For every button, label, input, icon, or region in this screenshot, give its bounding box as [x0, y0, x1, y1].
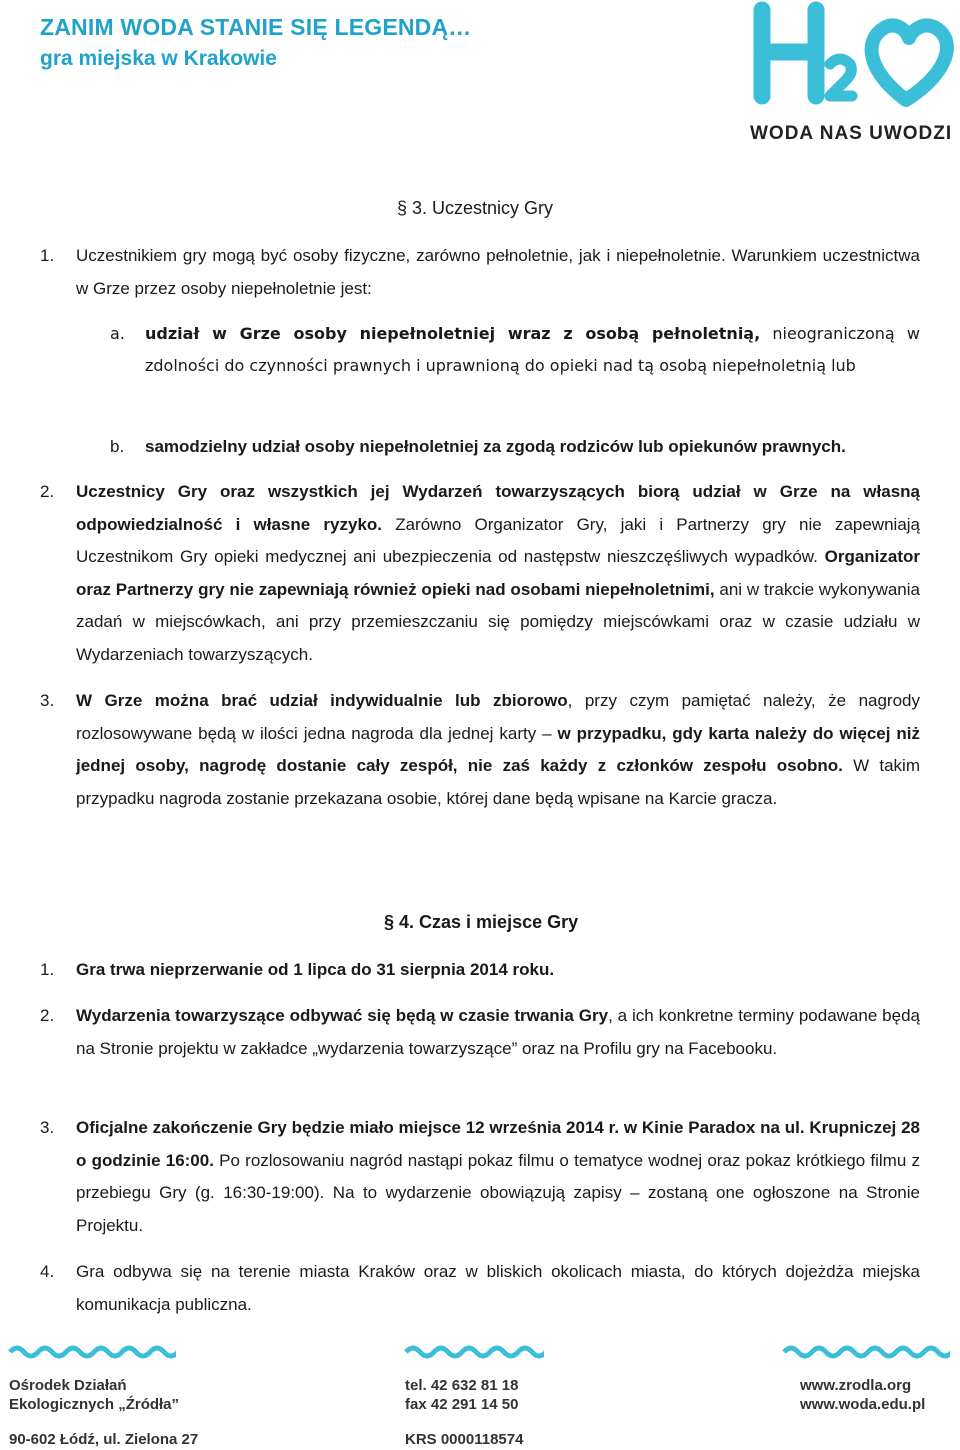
s4-item-3-number: 3. [40, 1118, 55, 1137]
footer-org [9, 1376, 179, 1414]
s3-item-3-text-2: W takim przypadku nagroda zostanie przekazana osobie, której dane będą wpisane na Karcie gracza. [76, 756, 920, 808]
s4-item-1 [40, 954, 920, 987]
s3-item-3-number: 3. [40, 691, 55, 710]
footer-krs: KRS 0000118574 [405, 1431, 524, 1448]
sub-a-number: a. [110, 324, 125, 343]
s3-item-1 [40, 240, 920, 305]
s3-item-2-bold-1: Uczestnicy Gry oraz wszystkich jej Wydarzeń towarzyszących biorą udział w Grze na własną odpowiedzialność i własne ryzyko. [76, 482, 920, 534]
s3-item-1-sub-a [110, 318, 920, 382]
heart-icon [872, 25, 947, 100]
s4-item-2-number: 2. [40, 1006, 55, 1025]
s3-item-3-bold-1: W Grze można brać udział indywidualnie lub zbiorowo [76, 691, 568, 710]
s4-item-3-bold: Oficjalne zakończenie Gry będzie miało miejsce 12 września 2014 r. w Kinie Paradox na ul. Krupniczej 28 o godzinie 16:00. [76, 1118, 920, 1170]
footer-tel: tel. 42 632 81 18 [405, 1377, 519, 1394]
s3-item-2-text-1: Zarówno Organizator Gry, jaki i Partnerzy gry nie zapewniają Uczestnikom Gry opieki medycznej ani ubezpieczenia od następstw nieszczęśliwych wypadków. [76, 514, 920, 566]
s3-item-2-bold-2: Organizator oraz Partnerzy gry nie zapewniają również opieki nad osobami niepełnoletnimi, [76, 547, 921, 599]
s4-item-4-number: 4. [40, 1262, 55, 1281]
s4-item-4 [40, 1256, 920, 1321]
footer-contact [405, 1376, 518, 1414]
s4-item-3 [40, 1112, 920, 1242]
sub-b-bold-text: samodzielny udział osoby niepełnoletniej za zgodą rodziców lub opiekunów prawnych. [145, 437, 846, 456]
s3-item-3-bold-2: w przypadku, gdy karta należy do więcej niż jednej osoby, nagrodę dostanie cały zespół, nie zaś każdy z członków zespołu osobno. [76, 723, 920, 775]
sub-a-text: nieograniczoną w zdolności do czynności prawnych i uprawnioną do opieki nad tą osobą niepełnoletnią lub [145, 324, 920, 375]
footer-org-line-2: Ekologicznych „Źródła” [9, 1396, 180, 1413]
section-4-heading: § 4. Czas i miejsce Gry [384, 912, 579, 932]
s3-item-3-text-1: , przy czym pamiętać należy, że nagrody rozlosowywane będą w ilości jedna nagroda dla jednej karty – [76, 691, 921, 743]
s3-item-2 [40, 476, 920, 671]
s3-item-3 [40, 685, 920, 815]
logo-h-letter [762, 10, 816, 96]
footer-org-line-1: Ośrodek Działań [9, 1377, 127, 1394]
s4-item-2-text: , a ich konkretne terminy podawane będą na Stronie projektu w zakładce „wydarzenia towarzyszące” oraz na Profilu gry na Facebooku. [76, 1006, 921, 1058]
sub-b-number: b. [110, 437, 125, 456]
s4-item-4-text: Gra odbywa się na terenie miasta Kraków oraz w bliskich okolicach miasta, do których dojeżdża miejska komunikacja publiczna. [76, 1262, 920, 1314]
footer-website-2[interactable]: www.woda.edu.pl [800, 1396, 926, 1413]
sub-a-bold-text: udział w Grze osoby niepełnoletniej wraz z osobą pełnoletnią, [145, 324, 761, 343]
s4-item-1-number: 1. [40, 960, 55, 979]
s4-item-1-bold: Gra trwa nieprzerwanie od 1 lipca do 31 sierpnia 2014 roku. [76, 960, 555, 979]
footer-websites [800, 1376, 925, 1414]
footer-address: 90-602 Łódź, ul. Zielona 27 [9, 1431, 199, 1448]
document-subtitle: gra miejska w Krakowie [40, 47, 277, 70]
s3-item-1-sub-b [110, 431, 920, 463]
s4-item-2-bold: Wydarzenia towarzyszące odbywać się będą w czasie trwania Gry [76, 1006, 609, 1025]
footer-wave-right [782, 1344, 950, 1360]
s3-item-2-number: 2. [40, 482, 55, 501]
section-3-heading: § 3. Uczestnicy Gry [397, 198, 554, 218]
logo-subscript-2 [830, 59, 852, 96]
footer-fax: fax 42 291 14 50 [405, 1396, 519, 1413]
s3-item-1-number: 1. [40, 246, 55, 265]
s3-item-2-text-2: ani w trakcie wykonywania zadań w miejscówkach, ani przy przemieszczaniu się pomiędzy miejscówkami oraz w czasie udziału w Wydarzeniach towarzyszących. [76, 579, 920, 664]
footer-website-1[interactable]: www.zrodla.org [800, 1377, 912, 1394]
footer-wave-center [404, 1344, 544, 1360]
document-title: ZANIM WODA STANIE SIĘ LEGENDĄ… [40, 14, 472, 40]
logo-tagline: WODA NAS UWODZI [750, 123, 953, 144]
s4-item-2 [40, 1000, 920, 1065]
s3-item-1-text: Uczestnikiem gry mogą być osoby fizyczne, zarówno pełnoletnie, jak i niepełnoletnie. Warunkiem uczestnictwa w Grze przez osoby niepełnoletnie jest: [76, 246, 920, 298]
s4-item-3-text: Po rozlosowaniu nagród nastąpi pokaz filmu o tematyce wodnej oraz pokaz krótkiego filmu z przebiegu Gry (g. 16:30-19:00). Na to wydarzenie obowiązują zapisy – zostaną one ogłoszone na Stronie Projektu. [76, 1150, 920, 1235]
footer-wave-left [8, 1344, 176, 1360]
